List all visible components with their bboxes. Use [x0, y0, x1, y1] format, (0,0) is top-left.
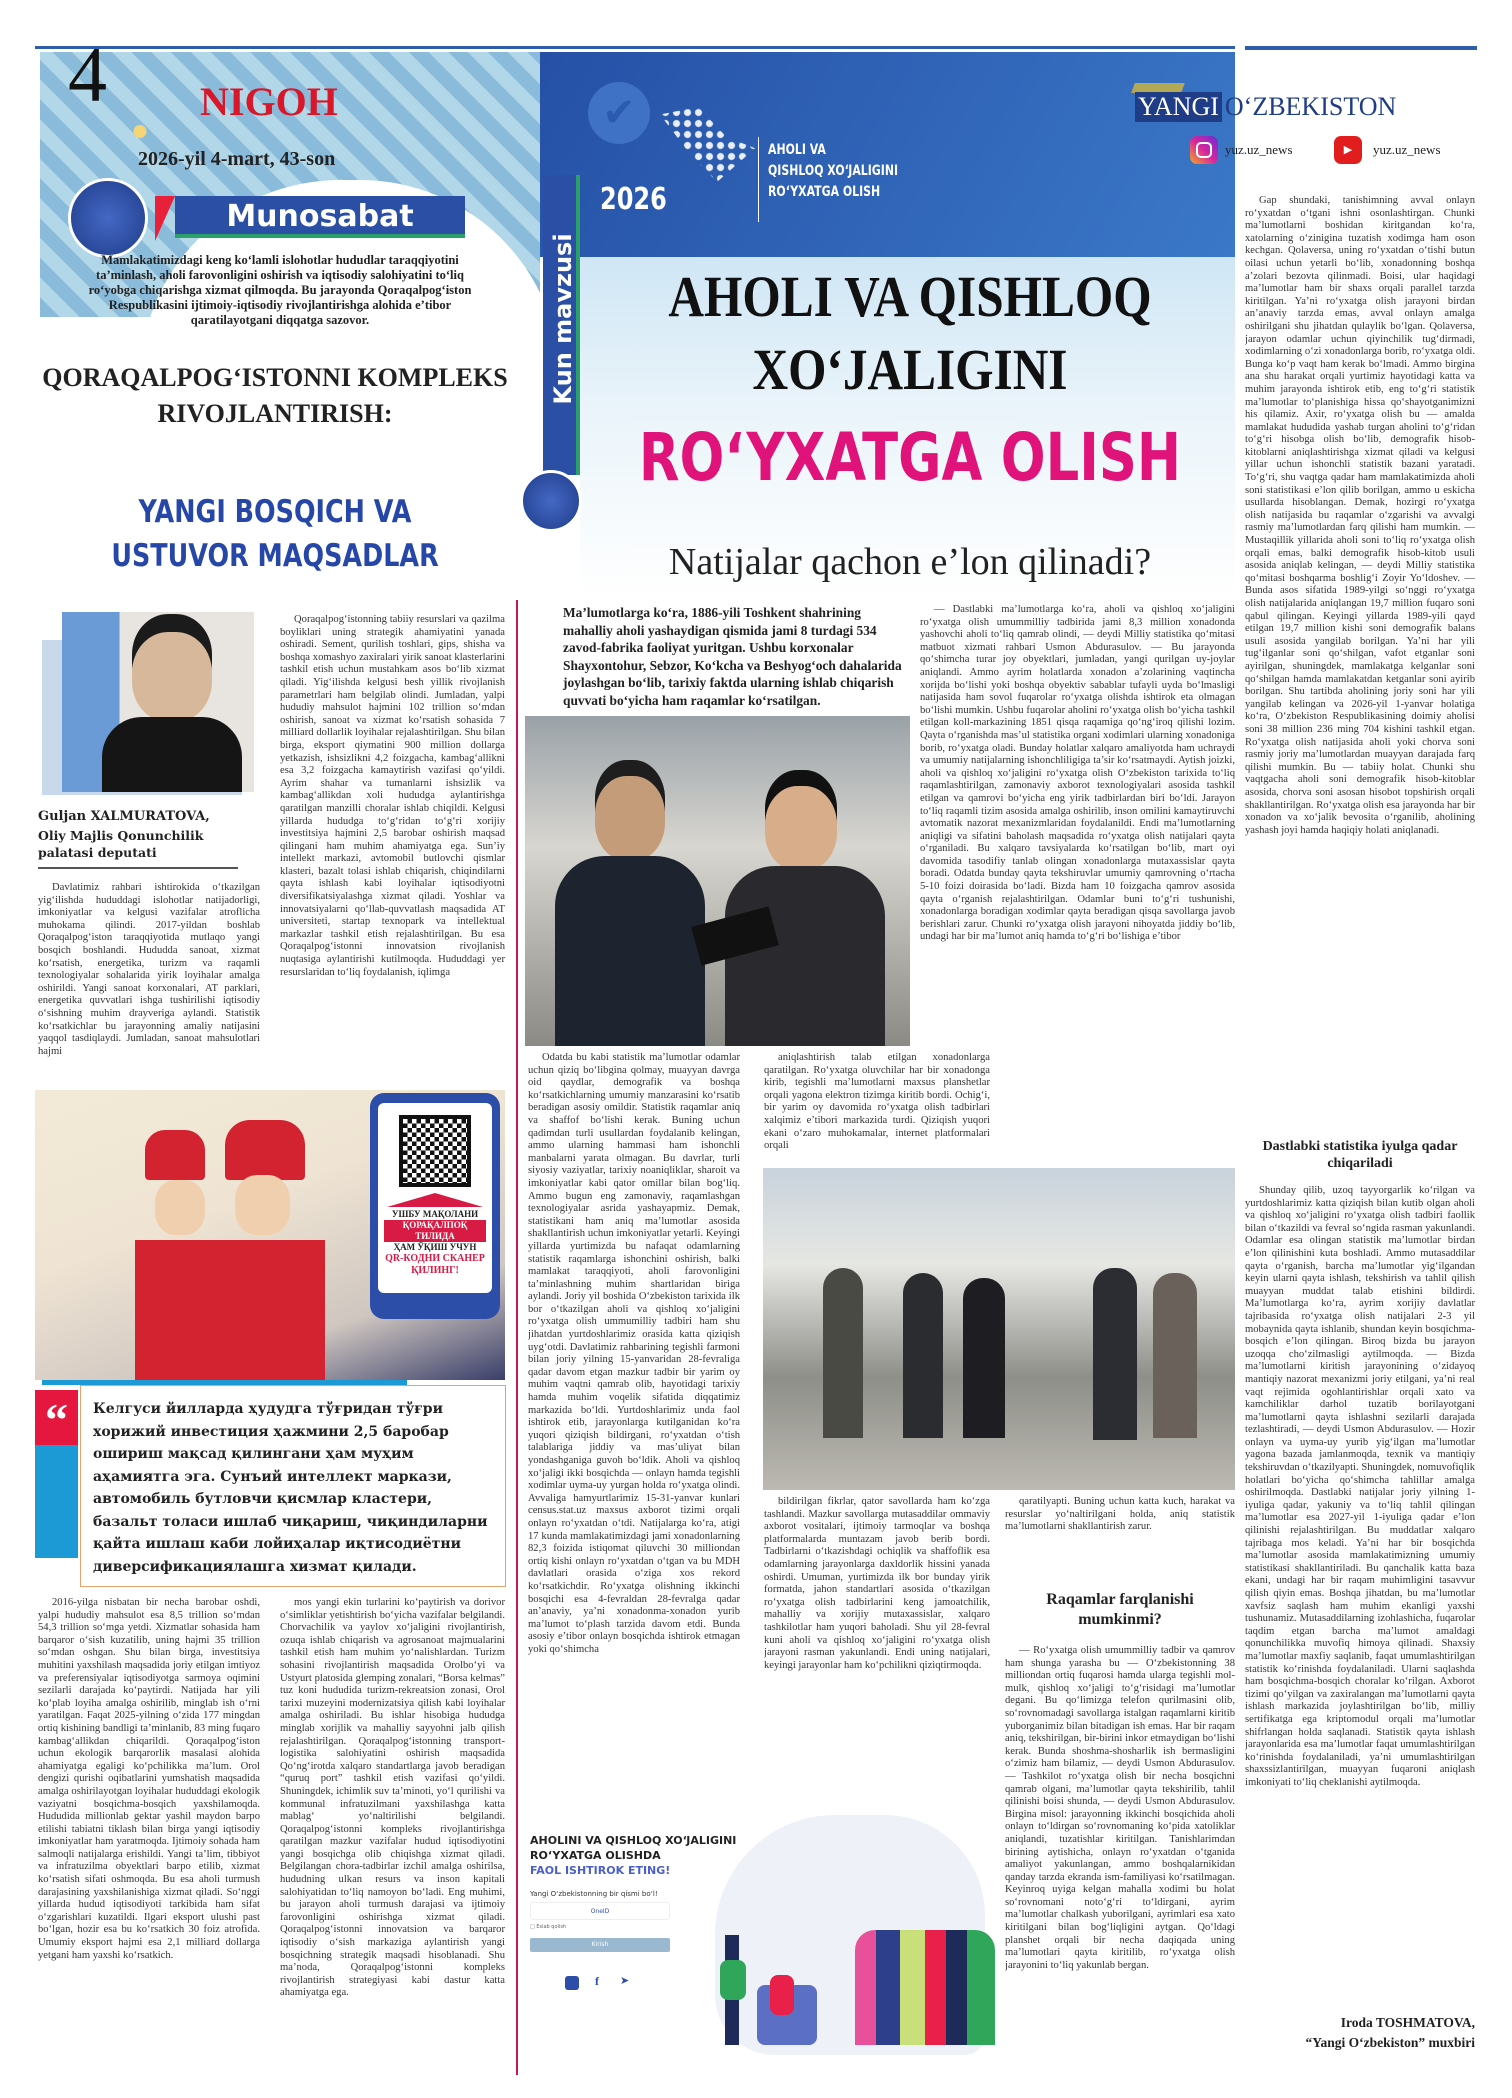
author-role: Oliy Majlis Qonunchilik palatasi deputati — [38, 827, 238, 869]
city-leaf-icon — [68, 178, 148, 258]
census-banner — [540, 52, 1235, 257]
census-leaf-icon — [520, 470, 582, 532]
author-photo — [62, 612, 254, 792]
left-text-col1: Davlatimiz rahbari ishtirokida o‘tkazilgan yig‘ilishda hududdagi islohotlar natijadorligi, imkoniyatlar va kelgusi vazifalar atroflicha muhokama qilindi. 2017-yildan boshlab Qoraqalpog‘iston taraqqiyotida mutlaqo yangi bosqich boshlandi. Hududda sanoat, xizmat ko‘rsatish, energetika, turizm va raqamli texnologiyalar sohalarida yirik loyihalar amalga oshirildi. Yangi sanoat korxonalari, AT parklari, energetika quvvatlari ishga tushirilishi iqtisodiy o‘sishning muhim drayveriga aylandi. Statistik ko‘rsatkichlar bu jarayonning amaliy natijasini yaqqol tasdiqlaydi. Jumladan, sanoat mahsulotlari hajmi — [38, 882, 260, 1057]
promo-title-3: FAOL ISHTIROK ETING! — [530, 1864, 671, 1877]
left-headline: QORAQALPOG‘ISTONNI KOMPLEKS RIVOJLANTIRISH: — [42, 363, 508, 428]
qr-line3: ҲАМ ЎҚИШ УЧУН — [393, 1242, 477, 1252]
brand-logo — [1135, 92, 1396, 122]
top-rule — [35, 46, 1235, 49]
brand-yangi: YANGI — [1135, 92, 1222, 122]
main-headline-line1: AHOLI VA QISHLOQ — [668, 264, 1152, 329]
logo-text-1: AHOLI VA — [768, 142, 826, 158]
qr-code[interactable] — [399, 1115, 471, 1187]
left-text-col2: Qoraqalpog‘istonning tabiiy resurslari va qazilma boyliklari uning strategik ahamiyatini yanada oshiradi. Sement, qurilish toshlari, gips, shisha va boshqa xomashyo zaxiralari yirik sanoat klasterlarini tashkil etish uchun mustahkam asos bo‘lib xizmat qiladi. Yig‘ilishda kelgusi besh yillik rivojlanish parametrlari ham belgilab olindi. Jumladan, yalpi hududiy mahsulot hajmini 102 trillion so‘mdan oshirish, sanoat va xizmat ko‘rsatish sohasida 7 milliard dollarlik loyihalar rejalashtirilgan. Shu bilan birga, eksport qiymatini 900 million dollarga yetkazish, ishsizlikni 4,2 foizgacha, kambag‘allikni esa 3,2 foizgacha kamaytirish vazifasi qo‘yildi. Ayrim shahar va tumanlarni ishsizlik va kambag‘allikdan xoli hududga aylantirishga qaratilgan manzilli choralar ishlab chiqildi. Kelgusi yillarda hududga to‘g‘ridan to‘g‘ri xorijiy investitsiya hajmini 2,5 barobar oshirish maqsad qilingani ham muhim ahamiyatga ega. Sun’iy intellekt markazi, avtomobil butlovchi qismlar klasteri, bazalt tolasi ishlab chiqarish, chiqindilarni qayta ishlash kabi loyihalar iqtisodiyotni diversifikatsiyalashga xizmat qiladi. Yoshlar va innovatsiyalarni qo‘llab-quvvatlash maqsadida AT universiteti, startap texnopark va intellektual markazlar tashkil etish rejalashtirilgan. Bu esa Qoraqalpog‘istonni innovatsion rivojlanish nuqtasiga aylantirishi kutilmoqda. Hududdagi yer resurslaridan to‘liq foydalanish, iqlimga — [280, 614, 505, 978]
uzbekistan-map-icon — [660, 107, 755, 182]
interview-photo — [525, 716, 910, 1046]
rubric-kun-mavzusi-label: Kun mavzusi — [549, 233, 577, 405]
qr-line1: УШБУ МАҚОЛАНИ — [391, 1209, 479, 1219]
logo-text-3: RO‘YXATGA OLISH — [768, 184, 881, 200]
top-rule-right — [1245, 46, 1477, 50]
remember-label: Eslab qolish — [536, 1924, 567, 1930]
street-census-photo — [763, 1168, 1235, 1490]
qr-phone-card[interactable] — [370, 1093, 500, 1319]
main-text-col-c: — Dastlabki ma’lumotlarga ko‘ra, aholi va qishloq xo‘jaligini ro‘yxatga olish umummilliy tadbirida jami 8,3 million xonadonda yashovchi aholi to‘liq qamrab olindi, — deydi Milliy statistika qo‘mitasi matbuot xizmati rahbari Usmon Abdurasulov. — Bu jarayonda qo‘shimcha turar joy obyektlari, jumladan, yangi qurilgan uy-joylar aniqlandi. Ammo ayrim holatlarda xonadon a’zolarining vaqtincha xorijda bo‘lishi yoki boshqa obyektiv sabablar tufayli uyda bo‘lmasligi natijasida ham sovol fuqarolar ro‘yxatga olishda ishtirok eta olmagan bo‘lishi mumkin. Ushbu fuqarolar aholini ro‘yxatga olish bo‘yicha tashkil etilgan koll-markazining 1851 qisqa raqamiga qo‘ng‘iroq qilishi lozim. Qayta o‘rganishda mas’ul statistika organi xodimlari ularning xonadoniga borib, ro‘yxatga oladi. Bunday holatlar xalqaro amaliyotda ham uchraydi va umumiy natijalarning ishonchliligiga ta’sir ko‘rsatmaydi. Aytish joizki, aholi va qishloq xo‘jaligini ro‘yxatga olish O‘zbekiston tarixida to‘liq raqamlashtirilgan, zamonaviy axborot texnologiyalari asosida tashkil etilgan va qamrovi bo‘yicha eng yirik tadbirlardan biri bo‘ldi. Jarayon to‘liq raqamli tizim asosida amalga oshirilib, inson omilini kamaytiruvchi avtomatik nazorat mexanizmlaridan foydalanildi. Endi ma’lumotlarning aniqligi va sifatini baholash maqsadida ro‘yxatga olish natijalari qayta o‘rganiladi. Bu xalqaro tavsiyalarda ko‘rsatilgan bo‘lib, mart oyi davomida tasodifiy tanlab olingan xonadonlarga mutaxassislar qayta boradi. Odatda bunday qayta tekshiruvlar umumiy qamrovning o‘rtacha 5-10 foizi doirasida bo‘ladi. Bizda ham 10 foizgacha qamrov asosida qayta o‘rganish rejalashtirilgan. Odamlar buni to‘g‘ri tushunishi, xonadonlarga boradigan xodimlar qayta beradigan qisqa savollarga javob berishlari zarur. Chunki ro‘yxatga olish jarayoni nihoyatda jiddiy bo‘lib, undagi har bir ma’lumot aniq hamda to‘g‘ri bo‘lishiga e’tibor — [920, 604, 1235, 943]
instagram-icon[interactable] — [565, 1976, 579, 1990]
oneid-field[interactable]: OneID — [530, 1902, 670, 1920]
page-number: 4 — [68, 31, 107, 118]
main-text-col-d: bildirilgan fikrlar, qator savollarda ham ko‘zga tashlandi. Mazkur savollarga mutasaddilar ommaviy axborot vositalari, ijtimoiy tarmoqlar va boshqa platformalarda muntazam javob berib bordi. Tadbirlarni o‘tkazishdagi ochiqlik va shaffoflik esa odamlarning jarayonlarga daxldorlik hissini yanada oshirdi. Umuman, yurtimizda ilk bor bunday yirik formatda, jahon standartlari asosida o‘tkazilgan ro‘yxatga olish tadbirlarini keng jamoatchilik, mahalliy va xorijiy mutaxassislar, xalqaro tashkilotlar ham yuqori baholadi. Shu yil 28-fevral kuni aholi va qishloq xo‘jaligini ro‘yxatga olish jarayoni rasman yakunlandi. Endi uning natijalari, keyingi jarayonlar ham ko‘pchilikni qiziqtirmoqda. — [764, 1496, 990, 1671]
promo-title-1: AHOLINI VA QISHLOQ XO‘JALIGINI — [530, 1834, 737, 1847]
main-text-col-f: — Ro‘yxatga olish umummilliy tadbir va qamrov ham shunga yarasha bu — O‘zbekistonning 38 milliondan ortiq fuqarosi hamda ularga tegishli mol-mulk, qishloq xo‘jaligi to‘g‘risidagi ma’lumotlar degani. Bu qo‘limizga telefon qurilmasini olib, so‘rovnomadagi savollarga istalgan raqamlarni kiritib yuborganimiz bilan bitadigan ish emas. Har bir raqam aniq, tekshirilgan, bir-birini inkor etmaydigan bo‘lishi kerak. Bunda shoshma-shosharlik ish bermasligini o‘zimiz ham bilamiz, — deydi Usmon Abdurasulov. — Tashkilot ro‘yxatga olish bir necha bosqichni qamrab olgani, ma’lumotlar qayta tekshirilib, tahlil qilinishi boisi shunda, — deydi Usmon Abdurasulov. Birgina misol: jarayonning ikkinchi bosqichida aholi onlayn to‘ldirgan so‘rovnomaning ko‘pida xatoliklar aniqlandi, tuzatishlar kiritilgan. Tanishlarimdan birining aytishicha, onlayn ro‘yxatdan o‘tganida amaliyot yakunlangan, ammo boshqalarnikidan qanday tarzda ekranda ism-familiyasi ko‘rsatilmagan. Keyinroq uyiga kelgan mahalla xodimi bu holat so‘rovnomani noto‘g‘ri to‘ldirgani, ayrim ma’lumotlar chalkash yuborilgani, ayrimlari esa xato kiritilgani bilan bog‘liqligini aytgan. Qo‘ldagi planshet orqali bir necha daqiqada uning ma’lumotlari qayta kiritilib, ro‘yxatga olish jarayonini to‘liq yakunlab bergan. — [1005, 1645, 1235, 1971]
youtube-icon[interactable]: ▶ — [1334, 136, 1362, 164]
left-subheadline: YANGI BOSQICH VA USTUVOR MAQSADLAR — [111, 494, 439, 574]
census-promo — [525, 1800, 995, 2070]
main-text-col-b: aniqlashtirish talab etilgan xonadonlarga qaratilgan. Ro‘yxatga oluvchilar har bir xonadonga kirib, tegishli ma’lumotlarni maxsus planshetlar orqali yagona elektron tizimga kiritib bordi. Ochig‘i, bir yarim oy davomida ro‘yxatga olish tadbirlari xalqimiz e’tibori markazida turdi. Qiziqish yuqori ekani o‘zaro muhokamalar, internet platformalari orqali — [764, 1052, 990, 1152]
promo-title-2: RO‘YXATGA OLISHDA — [530, 1849, 661, 1862]
rubric-kun-mavzusi — [543, 175, 580, 475]
facebook-icon[interactable]: f — [595, 1974, 599, 1988]
left-text-col4: mos yangi ekin turlarini ko‘paytirish va dorivor o‘simliklar yetishtirish bo‘yicha vazifalar belgilandi. Chorvachilik va yaylov xo‘jaligini rivojlantirish, ozuqa ishlab chiqarish va agrosanoat majmualarini tashkil etish ham muhim yo‘nalishlardan. Turizm sohasini rivojlantirish maqsadida Orolbo‘yi va Ustyurt platosida glemping zonalari, “Borsa kelmas” tuz koni hududida turizm-rekreatsion zonasi, Orol tarixi muzeyini modernizatsiya qilish kabi loyihalar amalga oshiriladi. Bu ishlar hisobiga hududga minglab xorijlik va mahalliy sayyohni jalb qilish rejalashtirilgan. Qoraqalpog‘istonning transport-logistika salohiyatini oshirish maqsadida Qo‘ng‘irotda xalqaro standartlarga javob beradigan “quruq port” tashkil etish vazifasi qo‘yildi. Shuningdek, ichimlik suv ta’minoti, yo‘l qurilishi va kommunal infratuzilmani yaxshilashga katta mablag‘ yo‘naltirilishi belgilandi. Qoraqalpog‘istonni kompleks rivojlantirishga qaratilgan mazkur vazifalar hudud iqtisodiyotini yangi bosqichga olib chiqishga xizmat qiladi. Belgilangan chora-tadbirlar izchil amalga oshirilsa, hududning ulkan resurs va inson kapitali salohiyatidan to‘liq namoyon bo‘ladi. Eng muhimi, bu jarayon aholi turmush darajasi va ijtimoiy farovonligini oshirishga xizmat qiladi. Qoraqalpog‘istonni innovatsion va barqaror iqtisodiy o‘sish markaziga aylantirish yangi bosqichning strategik maqsadi hisoblanadi. Shu ma’noda, Qoraqalpog‘istonni kompleks rivojlantirish strategiyasi kabi dastur katta ahamiyatga ega. — [280, 1597, 505, 1999]
logo-year: 2026 — [600, 182, 667, 217]
right-text-1: Gap shundaki, tanishimning avval onlayn ro‘yxatdan o‘tgani ishni osonlashtirgan. Chunki ma’lumotlarni boshidan kiritgandan ko‘ra, xatolarning o‘zinigina tuzatish xodimga ham oson kechgan. Qolaversa, uning ro‘yxatdan o‘tishi butun oilasi uchun yetarli bo‘lib, xonadonning boshqa a’zolari bezovta qilinmadi. Boisi, ular haqidagi ma’lumotlar ham bir shaxs orqali parallel tarzda kiritilgan. Ya’ni ro‘yxatga olish jarayoni birdan an’anaviy tarzda emas, avval onlayn amalga oshirilgani shu jihatdan qulaylik bo‘lgan. Qolaversa, jarayon odamlar uchun qiyinchilik tug‘dirmadi, xodimlarning o‘zi xonadonlarga borib, ro‘yxatga oldi. Bunga ko‘p vaqt ham kerak bo‘lmadi. Ammo birgina ana shu harakat orqali yurtimiz hayotidagi katta va muhim jarayonda ishtirok etib, eng to‘g‘ri statistik ma’lumotlar to‘planishiga hissa qo‘shayotganimizni his qilamiz. Axir, ro‘yxatga olish bu — amalda mamlakat hududida yashab turgan aholini to‘g‘ridan to‘g‘ri hisobga olish bo‘lib, demografik hisob-kitoblarni aniqlashtirishga xizmat qiladi va kelgusi yillar uchun ishonchli statistik bazani yaratadi. To‘g‘ri, shu vaqtga qadar ham mamlakatimizda aholi soni statistikasi e’lon qilib borilgan, ammo u eskicha usullarda hisoblangan. Demak, hozirgi ro‘yxatga olish natijasida bu raqamlar o‘zgarishi va avvalgi rasmiy ma’lumotlardan farq qilishi ham mumkin. — Mustaqillik yillarida aholi soni to‘liq ro‘yxatga olish orqali emas, balki demografik hisob-kitob usuli asosida aniqlab kelingan, — deydi Milliy statistika qo‘mitasi boshqarma boshlig‘i Zoyir Yo‘ldoshev. — Bunda asos sifatida 1989-yilgi so‘nggi ro‘yxatga olish natijalarida aniqlangan 19,7 million fuqaro soni qabul qilingan. Keyingi yillarda 1989-yili qayd etilgan 19,7 million kishi soni demografik balans usuli asosida yangilab borilgan. Ya’ni har yili tug‘ilganlar soni qo‘shilgan, vafot etganlar soni ayirilgan, shuningdek, mamlakatga kelganlar soni qo‘shilgan hamda mamlakatdan ketganlar soni ayirib borilgan. Shu tartibda aholining joriy soni har yili yangilab kelingan va 2026-yil 1-yanvar holatiga ko‘ra, O‘zbekiston Respublikasining doimiy aholisi soni 38 million 236 ming 704 kishini tashkil etgan. Ro‘yxatga olish natijasida aholi yoki chorva soni rasmiy joriy ma’lumotlardan muayyan darajada farq qilishi mumkin. Bu — tabiiy holat. Chunki shu vaqtgacha aholi soni demografik hisob-kitoblar asosida, chorva soni asosan hisobot topshirish orqali shakllantirilgan. Ro‘yxatga olish esa jarayonda har bir xonadon va xo‘jalik bevosita o‘rganilib, aholining yashash joyi hamda haqiqiy holati aniqlanadi. — [1245, 195, 1475, 836]
check-icon: ✔ — [588, 82, 650, 144]
main-lead: Ma’lumotlarga ko‘ra, 1886-yili Toshkent shahrining mahalliy aholi yashaydigan qismida jami 8 turdagi 534 zavod-fabrika faoliyat yuritgan. Ushbu korxonalar Shayxontohur, Sebzor, Ko‘kcha va Beshyog‘och dahalarida joylashgan bo‘lib, tarixiy faktda ularning ishlab chiqarish quvvati bo‘yicha ham raqamlar ko‘rsatilgan. — [563, 605, 902, 708]
telegram-icon[interactable]: ➤ — [620, 1975, 630, 1987]
remember-checkbox[interactable]: □ Eslab qolish — [530, 1924, 567, 1930]
main-headline-line2: XO‘JALIGINI — [752, 337, 1068, 402]
main-subtitle: Natijalar qachon e’lon qilinadi? — [668, 541, 1152, 583]
left-intro: Mamlakatimizdagi keng ko‘lamli islohotlar hududlar taraqqiyotini ta’minlash, aholi farovonligini oshirish va iqtisodiy salohiyatini to‘liq ro‘yobga chiqarishga xizmat qilmoqda. Bu jarayonda Qoraqalpog‘iston Respublikasini ijtimoiy-iqtisodiy rivojlantirishga alohida e’tibor qaratilayotgani diqqatga sazovor. — [88, 253, 472, 327]
promo-tagline: Yangi O‘zbekistonning bir qismi bo‘l! — [530, 1890, 658, 1898]
brand-ozbekiston: O‘ZBEKISTON — [1224, 92, 1397, 121]
left-text-col3: 2016-yilga nisbatan bir necha barobar oshdi, yalpi hududiy mahsulot esa 8,5 trillion so‘mdan 54,3 trillion so‘mga yetdi. Xizmatlar sohasida ham barqaror o‘sish kuzatilib, uning hajmi 35 trillion so‘mdan oshgan. Shu bilan birga, investitsiya muhitini yaxshilash maqsadida joriy etilgan imtiyoz va preferensiyalar iqtisodiyotga sarmoya oqimini sezilarli darajada ko‘paytirdi. Natijada har yili ko‘plab loyiha amalga oshirilib, minglab ish o‘rni yaratilgan. Faqat 2025-yilning o‘zida 177 mingdan ortiq kishining bandligi ta’minlanib, 83 ming fuqaro kambag‘allikdan chiqarildi. Qoraqalpog‘iston uchun ekologik barqarorlik masalasi alohida ahamiyatga egaligi ko‘pchilikka ma’lum. Orol dengizi qurishi oqibatlarini yumshatish maqsadida amalga oshirilayotgan loyihalar hududdagi ekologik vaziyatni bosqichma-bosqich yaxshilamoqda. Hududida millionlab gektar yashil maydon barpo etilishi tabiatni tiklash bilan birga yangi iqtisodiy imkoniyatlar ham yaratmoqda. Ijtimoiy sohada ham salmoqli natijalarga erishildi. Yangi ta’lim, tibbiyot va infratuzilma obyektlari barpo etilib, xizmat ko‘rsatish sifati oshmoqda. Bu esa aholi turmush darajasining yaxshilanishiga xizmat qiladi. So‘nggi yillarda hudud iqtisodiyoti tarkibida ham sifat o‘zgarishlari kuzatildi. Ilgari eksport ulushi past bo‘lgan, hozir esa bu ko‘rsatkich 30 foiz atrofida. Umumiy eksport hajmi esa 2,1 milliard dollarga yetgani ham yaxshi ko‘rsatkich. — [38, 1597, 260, 1961]
subheading-dastlabki: Dastlabki statistika iyulga qadar chiqariladi — [1262, 1139, 1458, 1171]
instagram-icon[interactable] — [1190, 136, 1218, 164]
column-divider — [516, 600, 518, 2075]
qr-line2: ҚОРАҚАЛПОҚ ТИЛИДА — [384, 1220, 486, 1242]
signature-role: “Yangi O‘zbekiston” muxbiri — [1305, 2035, 1475, 2050]
main-headline-line3: RO‘YXATGA OLISH — [638, 419, 1182, 496]
rubric-munosabat: Munosabat — [175, 196, 465, 238]
main-text-col-a: Odatda bu kabi statistik ma’lumotlar odamlar uchun qiziq bo‘libgina qolmay, muayyan davrga oid qaydlar, demografik va boshqa ko‘rsatkichlarning umumiy manzarasini ko‘rsatib beradigan asosiy omildir. Statistik raqamlar aniq va shaffof bo‘lishi kerak. Buning uchun qadimdan turli usullardan foydalanib kelingan, ammo ularning hammasi ham ishonchli manbalarni yarata olmagan. Bu davrlar, turli siyosiy vaziyatlar, tarixiy noaniqliklar, sharoit va imkoniyatlar kabi qator omillar bilan bog‘liq. Ammo bugun eng zamonaviy, raqamlashgan texnologiyalar asrida yashayapmiz. Demak, statistikani ham aniq ma’lumotlar asosida shakllantirish uchun imkoniyatlar yetarli. Keyingi yillarda yurtimizda bu nafaqat odamlarning statistik raqamlarga ishonchini oshirish, balki mamlakat taraqqiyoti, aholi farovonligini ta’minlashning muhim shartlaridan biriga aylandi. Joriy yil boshida O‘zbekiston tarixida ilk bor o‘tkazilgan aholi va qishloq xo‘jaligini ro‘yxatga olish ummumilliy tadbiri ham shu jihatdan yurtdoshlarimiz orasida katta qiziqish uyg‘otdi. Davlatimiz rahbarining tegishli farmoni bilan joriy yilning 15-yanvaridan 28-fevraliga qadar davom etgan mazkur tadbir bir yarim oy muhim vaqtni qamrab olib, hayotidagi tarixiy hamda muhim voqelik sifatida diqqatimiz markazida bo‘ldi. Yurtdoshlarimiz unda faol ishtirok etib, jarayonlarga kutilganidan ko‘ra yuqori qiziqish bildirgani, ro‘yxatdan o‘tish talablariga jiddiy va mas’uliyat bilan yondashganiga guvoh bo‘ldik. Aholi va qishloq xo‘jaligi ikki bosqichda — onlayn hamda tegishli xodimlar uyma-uy yurgan holda ro‘yxatga olindi. Avvaliga hamyurtlarimiz 15-31-yanvar kunlari census.stat.uz maxsus axborot tizimi orqali onlayn ro‘yxatdan o‘tdi. Natijalarga ko‘ra, atigi 17 kunda mamlakatimizdagi jami xonadonlarning 82,3 foizida istiqomat qiluvchi 30 milliondan ortiq kishi onlayn ro‘yxatdan o‘tgan va bu MDH davlatlari orasida o‘ziga xos rekord ko‘rsatkichdir. Ro‘yxatga olishning ikkinchi bosqichi esa 4-fevraldan 28-fevralga qadar an’anaviy, ya’ni xonadonma-xonadon yurib ma’lumot to‘plash tarzida davom etdi. Bunda asosiy e’tibor onlayn bosqichda ishtirok etmagan yoki qo‘shimcha — [528, 1052, 740, 1655]
right-text-2: Shunday qilib, uzoq tayyorgarlik ko‘rilgan va yurtdoshlarimiz katta qiziqish bilan kutib olgan aholi va qishloq xo‘jaligini ro‘yxatga olish tadbiri faollik bilan o‘tkazildi va fevral so‘ngida rasman yakunlandi. Odamlar esa olingan statistik ma’lumotlar birdan e’lon qilinishini kuta boshladi. Ammo mutasaddilar qayta o‘rganish, barcha ma’lumotlar yig‘ilgandan keyin ularni qayta ishlash, tekshirish va tahlil qilish muayyan muddat talab etishini bildirdi. Ma’lumotlarga ko‘ra, ayrim xorijiy davlatlar tajribasida ro‘yxatga olish natijalari 2-3 yil mobaynida qayta ishlanib, shundan keyin bosqichma-bosqich e’lon qilingan. Biroq bizda bu jarayon uzoqqa cho‘zilmasligi aytilmoqda. — Bizda ma’lumotlarni kiritish jarayonining o‘zidayoq mantiqiy nazorat mexanizmi joriy etilgani, ya’ni real vaqt rejimida ogohlantirishlar orqali xato va kamchiliklar darhol tuzatib borilayotgani ma’lumotlarni qayta ishlashni sezilarli darajada tezlashtiradi, — deydi Usmon Abdurasulov. — Hozir onlayn va uyma-uy yurib yig‘ilgan ma’lumotlar yagona bazada jamlanmoqda, texnik va mantiqiy tekshiruvdan o‘tkazilyapti. Shuningdek, nomuvofiqlik holatlari bo‘yicha qo‘shimcha tahlillar amalga oshirilmoqda. Dastlabki natijalar joriy yilning 1-iyuliga qadar, yakuniy va to‘liq tahlil qilingan ma’lumotlar esa 2027-yil 1-iyuliga qadar e’lon qilinishi rejalashtirilgan. Bu muddatlar xalqaro tajribaga mos keladi. Ya’ni har bir bosqichda ma’lumotlar asosida mamlakatimizning umumiy statistikasi shakllantiriladi. Bu qanchalik katta baza ekani, undagi har bir raqam muhimligini tasavvur qilish qiyin emas. Boshqa jihatdan, bu ma’lumotlar xavfsiz saqlash ham muhim ekanligi yaxshi tushunamiz. Mutasaddilarning izohlashicha, fuqarolar taqdim etgan barcha ma’lumot amaldagi qonunchilikka muvofiq himoya qilinadi. Shaxsiy ma’lumotlar maxfiy saqlanib, faqat umumlashtirilgan statistik ko‘rinishda foydalaniladi. Ularni saqlashda ham bosqichma-bosqich choralar ko‘rilgan. Axborot tizimi qo‘yilgan va zaxiralangan ma’lumotlarni qayta ishlash markazida joylashtirilgan bo‘lib, milliy sertifikatga ega kriptomodul orqali ma’lumotlar shifrlangan holda saqlanadi. Statistik qayta ishlash jarayonlarida esa ma’lumotlar faqat umumlashtirilgan ko‘rinishda foydalaniladi, ya’ni umumlashtirilgan shaxssizlantirilgan, muayyan fuqaroni aniqlash imkoniyati to‘liq cheklanishi aytilmoqda. — [1245, 1185, 1475, 1788]
logo-text-2: QISHLOQ XO‘JALIGINI — [768, 163, 899, 179]
author-name: Guljan XALMURATOVA, — [38, 809, 210, 824]
main-text-col-e: qaratilyapti. Buning uchun katta kuch, harakat va resurslar yo‘naltirilgani holda, aniq statistik ma’lumotlarni shakllantirish zarur. — [1005, 1496, 1235, 1533]
login-button[interactable]: Kirish — [530, 1938, 670, 1952]
section-title: NIGOH — [200, 79, 338, 124]
quote-mark-icon: “ — [35, 1390, 78, 1445]
qr-line4: QR-КОДНИ СКАНЕР ҚИЛИНГ! — [385, 1253, 485, 1276]
pull-quote: Келгуси йилларда ҳудудга тўғридан тўғри хорижий инвестиция ҳажмини 2,5 баробар ошириш мақсад қилингани ҳам муҳим аҳамиятга эга. Сунъий интеллект маркази, автомобиль бутловчи қисмлар кластери, базальт толаси ишлаб чиқариш, чиқиндиларни қайта ишлаш каби лойиҳалар иқтисодиётни диверсификациялашга хизмат қилади. — [80, 1385, 506, 1587]
youtube-handle[interactable]: yuz.uz_news — [1373, 142, 1441, 157]
subheading-raqamlar: Raqamlar farqlanishi mumkinmi? — [1046, 1591, 1194, 1628]
signature-name: Iroda TOSHMATOVA, — [1340, 2015, 1475, 2030]
instagram-handle[interactable]: yuz.uz_news — [1225, 142, 1293, 157]
arrow-up-icon — [387, 1193, 483, 1207]
issue-date: 2026-yil 4-mart, 43-son — [138, 148, 336, 170]
